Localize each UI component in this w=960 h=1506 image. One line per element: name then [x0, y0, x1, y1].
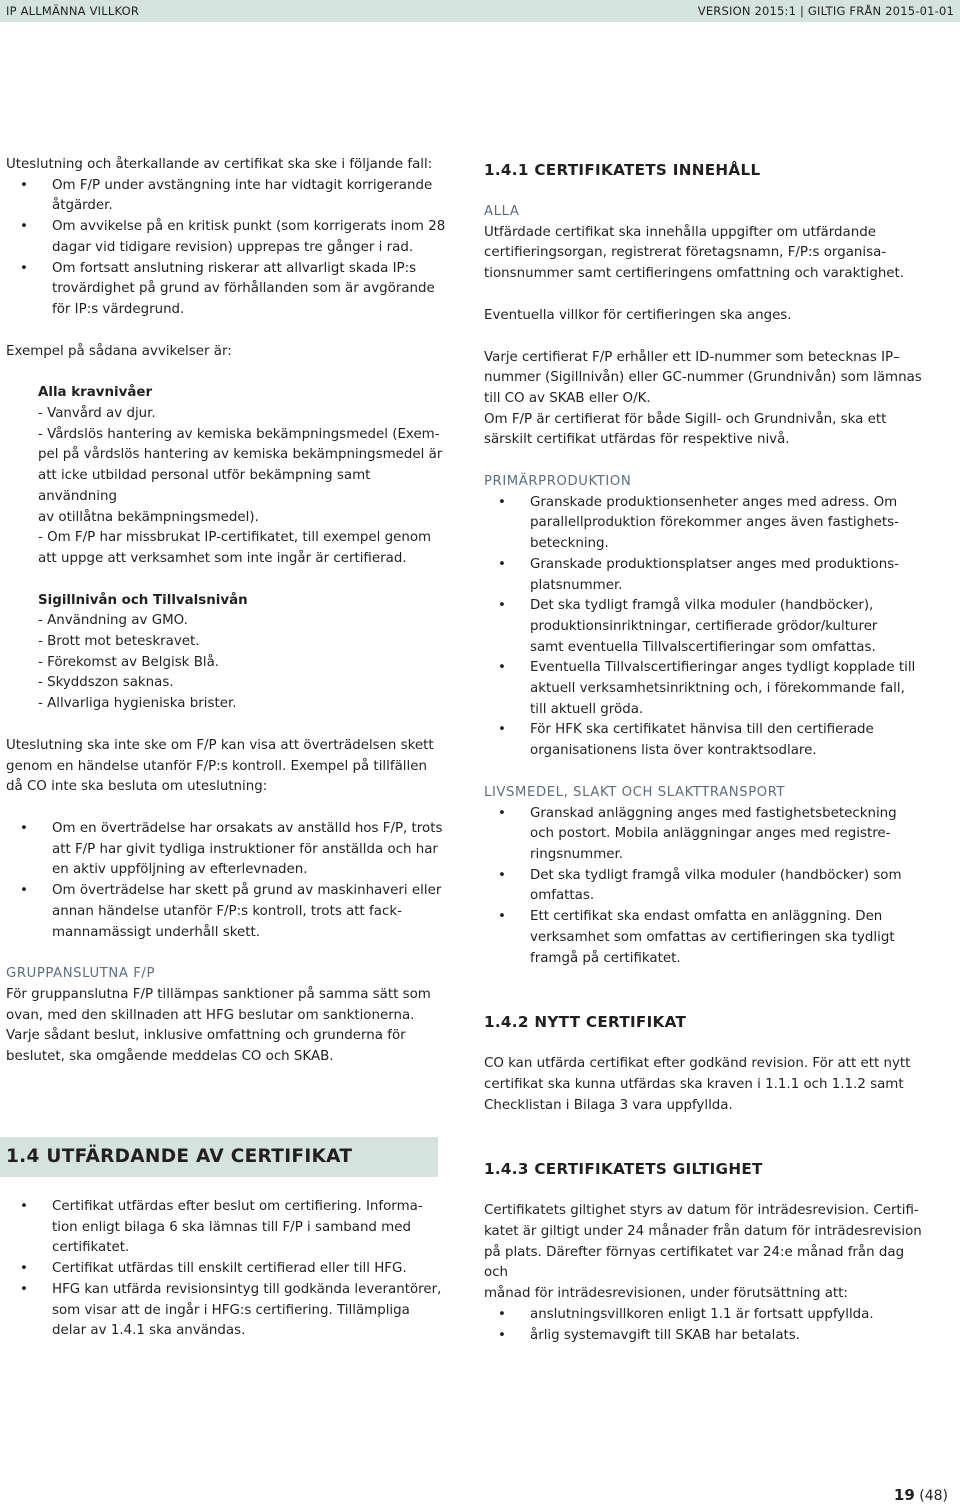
- section-title-1-4-2: 1.4.2 NYTT CERTIFIKAT: [484, 1013, 687, 1032]
- intro-text: Uteslutning och återkallande av certifikat ska ske i följande fall:: [6, 157, 433, 172]
- document-version: VERSION 2015:1 | GILTIG FRÅN 2015-01-01: [697, 4, 954, 18]
- list-item: • Det ska tydligt framgå vilka moduler (handböcker) som omfattas.: [484, 866, 924, 907]
- section-title-1-4: 1.4 UTFÄRDANDE AV CERTIFIKAT: [6, 1146, 353, 1167]
- text-line: beslutet, ska omgående meddelas CO och SKAB.: [6, 1049, 334, 1065]
- text-line: då CO inte ska besluta om uteslutning:: [6, 779, 268, 795]
- text-line: att icke utbildad personal utför bekämpning samt användning: [38, 468, 371, 504]
- text-line: Varje certifierat F/P erhåller ett ID-nummer som betecknas IP–: [484, 349, 900, 365]
- text-line: Utfärdade certifikat ska innehålla uppgifter om utfärdande: [484, 224, 876, 240]
- eventual-conditions: Eventuella villkor för certifieringen ska anges.: [484, 307, 792, 323]
- text-line: - Allvarliga hygieniska brister.: [38, 696, 237, 712]
- text-line: För gruppanslutna F/P tillämpas sanktioner på samma sätt som: [6, 986, 431, 1002]
- document-title: IP ALLMÄNNA VILLKOR: [6, 4, 140, 18]
- list-item: • Det ska tydligt framgå vilka moduler (handböcker), produktionsinriktningar, certifierade grödor/kulturer samt eventuella Tillvalscertifieringar som omfattas.: [484, 596, 924, 658]
- issue-bullet-list: [6, 1197, 446, 1342]
- list-item: • Ett certifikat ska endast omfatta en anläggning. Den verksamhet som omfattas av certifieringen ska tydligt framgå på certifikatet.: [484, 907, 924, 969]
- text-line: - Förekomst av Belgisk Blå.: [38, 654, 220, 670]
- food-bullet-list: [484, 804, 924, 970]
- text-line: nummer (Sigillnivån) eller GC-nummer (Grundnivån) som lämnas: [484, 370, 922, 386]
- food-heading: LIVSMEDEL, SLAKT OCH SLAKTTRANSPORT: [484, 784, 786, 800]
- list-item: • Om en överträdelse har orsakats av anställd hos F/P, trots att F/P har givit tydliga instruktioner för anställda och har en aktiv uppföljning av efterlevnaden.: [6, 819, 446, 881]
- validity-bullet-list: [484, 1305, 924, 1346]
- list-item: • Granskad anläggning anges med fastighetsbeteckning och postort. Mobila anläggningar anges med registre- ringsnummer.: [484, 804, 924, 866]
- sigill-heading: Sigillnivån och Tillvalsnivån: [38, 592, 248, 608]
- text-line: särskilt certifikat utfärdas för respektive nivå.: [484, 432, 790, 448]
- exclusion-bullet-list: [6, 819, 446, 943]
- text-line: - Om F/P har missbrukat IP-certifikatet, till exempel genom: [38, 530, 432, 546]
- text-line: Certifikatets giltighet styrs av datum för inträdesrevision. Certifi-: [484, 1203, 919, 1219]
- text-line: tionsnummer samt certifieringens omfattning och varaktighet.: [484, 266, 905, 282]
- text-line: - Användning av GMO.: [38, 613, 188, 629]
- list-item: • Om fortsatt anslutning riskerar att allvarligt skada IP:s trovärdighet på grund av förhållanden som är avgörande för IP:s värdegrund.: [6, 259, 446, 321]
- text-line: genom en händelse utanför F/P:s kontroll. Exempel på tillfällen: [6, 758, 427, 774]
- text-line: att uppge att verksamhet som inte ingår är certifierad.: [38, 550, 407, 566]
- left-column: [6, 155, 446, 1068]
- right-column: [484, 159, 924, 1346]
- section-title-1-4-3: 1.4.3 CERTIFIKATETS GILTIGHET: [484, 1160, 763, 1179]
- text-line: - Skyddszon saknas.: [38, 675, 174, 691]
- text-line: till CO av SKAB eller O/K.: [484, 390, 651, 406]
- text-line: Varje sådant beslut, inklusive omfattning och grunderna för: [6, 1028, 406, 1044]
- page-number-total: (48): [919, 1488, 948, 1504]
- text-line: - Brott mot beteskravet.: [38, 634, 200, 650]
- text-line: CO kan utfärda certifikat efter godkänd revision. För att ett nytt: [484, 1056, 911, 1072]
- text-line: katet är giltigt under 24 månader från datum för inträdesrevision: [484, 1224, 922, 1240]
- page-number-current: 19: [893, 1486, 915, 1504]
- intro-bullet-list: [6, 176, 446, 321]
- all-levels-block: [6, 383, 446, 715]
- text-line: certifieringsorgan, registrerat företagsnamn, F/P:s organisa-: [484, 245, 887, 261]
- text-line: Checklistan i Bilaga 3 vara uppfyllda.: [484, 1097, 733, 1113]
- text-line: månad för inträdesrevisionen, under förutsättning att:: [484, 1286, 848, 1302]
- list-item: • Eventuella Tillvalscertifieringar anges tydligt kopplade till aktuell verksamhetsinriktning och, i förekommande fall, till aktuell gröda.: [484, 658, 924, 720]
- list-item: • anslutningsvillkoren enligt 1.1 är fortsatt uppfyllda.: [484, 1305, 924, 1326]
- text-line: - Vårdslös hantering av kemiska bekämpningsmedel (Exem-: [38, 426, 440, 442]
- text-line: Om F/P är certifierat för både Sigill- och Grundnivån, ska ett: [484, 411, 887, 427]
- list-item: • Om F/P under avstängning inte har vidtagit korrigerande åtgärder.: [6, 176, 446, 217]
- list-item: • HFG kan utfärda revisionsintyg till godkända leverantörer, som visar att de ingår i HFG:s certifiering. Tillämpliga delar av 1.4.1 ska användas.: [6, 1280, 446, 1342]
- primary-bullet-list: [484, 493, 924, 762]
- list-item: • Granskade produktionsenheter anges med adress. Om parallellproduktion förekommer anges även fastighets- beteckning.: [484, 493, 924, 555]
- examples-intro: Exempel på sådana avvikelser är:: [6, 343, 232, 359]
- alla-heading: ALLA: [484, 204, 520, 219]
- text-line: Uteslutning ska inte ske om F/P kan visa att överträdelsen skett: [6, 737, 434, 753]
- text-line: - Vanvård av djur.: [38, 406, 156, 422]
- text-line: certifikat ska kunna utfärdas ska kraven i 1.1.1 och 1.1.2 samt: [484, 1076, 904, 1092]
- list-item: • Certifikat utfärdas efter beslut om certifiering. Informa- tion enligt bilaga 6 ska lämnas till F/P i samband med certifikatet.: [6, 1197, 446, 1259]
- list-item: • Granskade produktionsplatser anges med produktions- platsnummer.: [484, 555, 924, 596]
- list-item: • årlig systemavgift till SKAB har betalats.: [484, 1326, 924, 1347]
- text-line: av otillåtna bekämpningsmedel).: [38, 509, 259, 525]
- list-item: • Om avvikelse på en kritisk punkt (som korrigerats inom 28 dagar vid tidigare revision) upprepas tre gånger i rad.: [6, 217, 446, 258]
- list-item: • Certifikat utfärdas till enskilt certifierad eller till HFG.: [6, 1259, 446, 1280]
- section-bar: [0, 1137, 438, 1177]
- list-item: • För HFK ska certifikatet hänvisa till den certifierade organisationens lista över kontraktsodlare.: [484, 720, 924, 761]
- group-heading: GRUPPANSLUTNA F/P: [6, 966, 156, 982]
- list-item: • Om överträdelse har skett på grund av maskinhaveri eller annan händelse utanför F/P:s kontroll, trots att fack- mannamässigt underhåll skett.: [6, 881, 446, 943]
- page-number: [894, 1486, 948, 1504]
- text-line: ovan, med den skillnaden att HFG beslutar om sanktionerna.: [6, 1007, 415, 1023]
- all-levels-heading: Alla kravnivåer: [38, 385, 153, 401]
- text-line: på plats. Därefter förnyas certifikatet var 24:e månad från dag och: [484, 1244, 905, 1281]
- text-line: pel på vårdslös hantering av kemiska bekämpningsmedel är: [38, 447, 443, 463]
- page-header: [0, 0, 960, 22]
- primary-production-heading: PRIMÄRPRODUKTION: [484, 474, 632, 490]
- section-title-1-4-1: 1.4.1 CERTIFIKATETS INNEHÅLL: [484, 161, 761, 179]
- issue-section: [6, 1197, 446, 1342]
